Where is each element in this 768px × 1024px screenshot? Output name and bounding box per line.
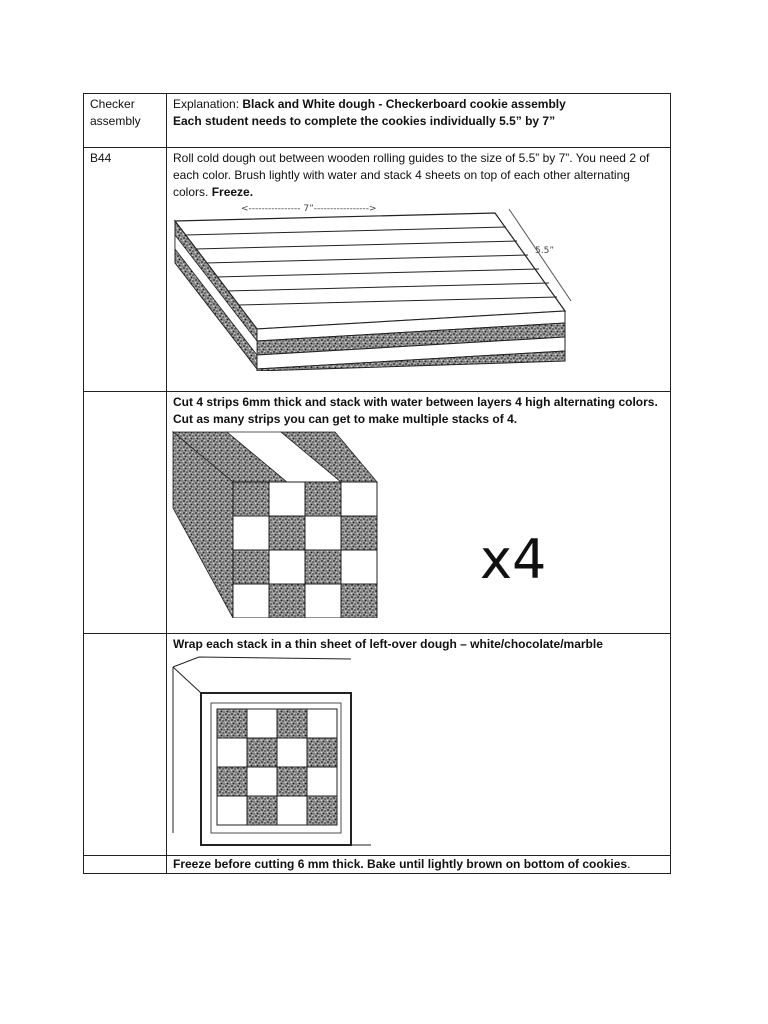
width-dimension-label: <---------------- 7”----------------->: [241, 204, 377, 214]
step-4-text: Freeze before cutting 6 mm thick. Bake until lightly brown on bottom of cookies.: [173, 857, 631, 871]
rolled-dough-sheets-illustration: [171, 201, 591, 371]
step-code: [84, 634, 166, 636]
step-3-text: Wrap each stack in a thin sheet of left-over dough – white/chocolate/marble: [173, 637, 603, 651]
wrapped-checker-face: [217, 709, 337, 825]
step-code: [84, 392, 166, 394]
header-col1: Checker assembly: [90, 97, 141, 128]
wrapped-stack-illustration: [171, 653, 371, 847]
step-row-4: [84, 856, 671, 874]
explanation-label: Explanation:: [173, 97, 243, 111]
step-row-2: [84, 392, 671, 634]
step-1-text: Roll cold dough out between wooden rolling guides to the size of 5.5” by 7”. You need 2 of each color. Brush lightly with water and stack 4 sheets on top of each other alternating colors. Freeze.: [173, 151, 650, 199]
explanation-subtitle: Each student needs to complete the cookies individually 5.5” by 7”: [173, 114, 556, 128]
header-row: [84, 94, 671, 148]
explanation-title: Black and White dough - Checkerboard cookie assembly: [242, 97, 566, 111]
multiplier-label: x4: [480, 528, 547, 591]
step-code: B44: [90, 151, 112, 165]
assembly-table: [83, 93, 671, 874]
step-row-1: [84, 148, 671, 392]
depth-dimension-label: 5.5”: [535, 246, 554, 256]
freeze-emphasis: Freeze.: [211, 185, 254, 199]
step-2-text: Cut 4 strips 6mm thick and stack with water between layers 4 high alternating colors. Cut as many strips you can get to make multiple stacks of 4.: [173, 395, 658, 426]
step-code: [84, 856, 166, 858]
stacked-strips-illustration: [171, 428, 391, 618]
step-row-3: [84, 634, 671, 856]
header-explanation: [167, 94, 670, 130]
checker-face: [233, 482, 377, 618]
